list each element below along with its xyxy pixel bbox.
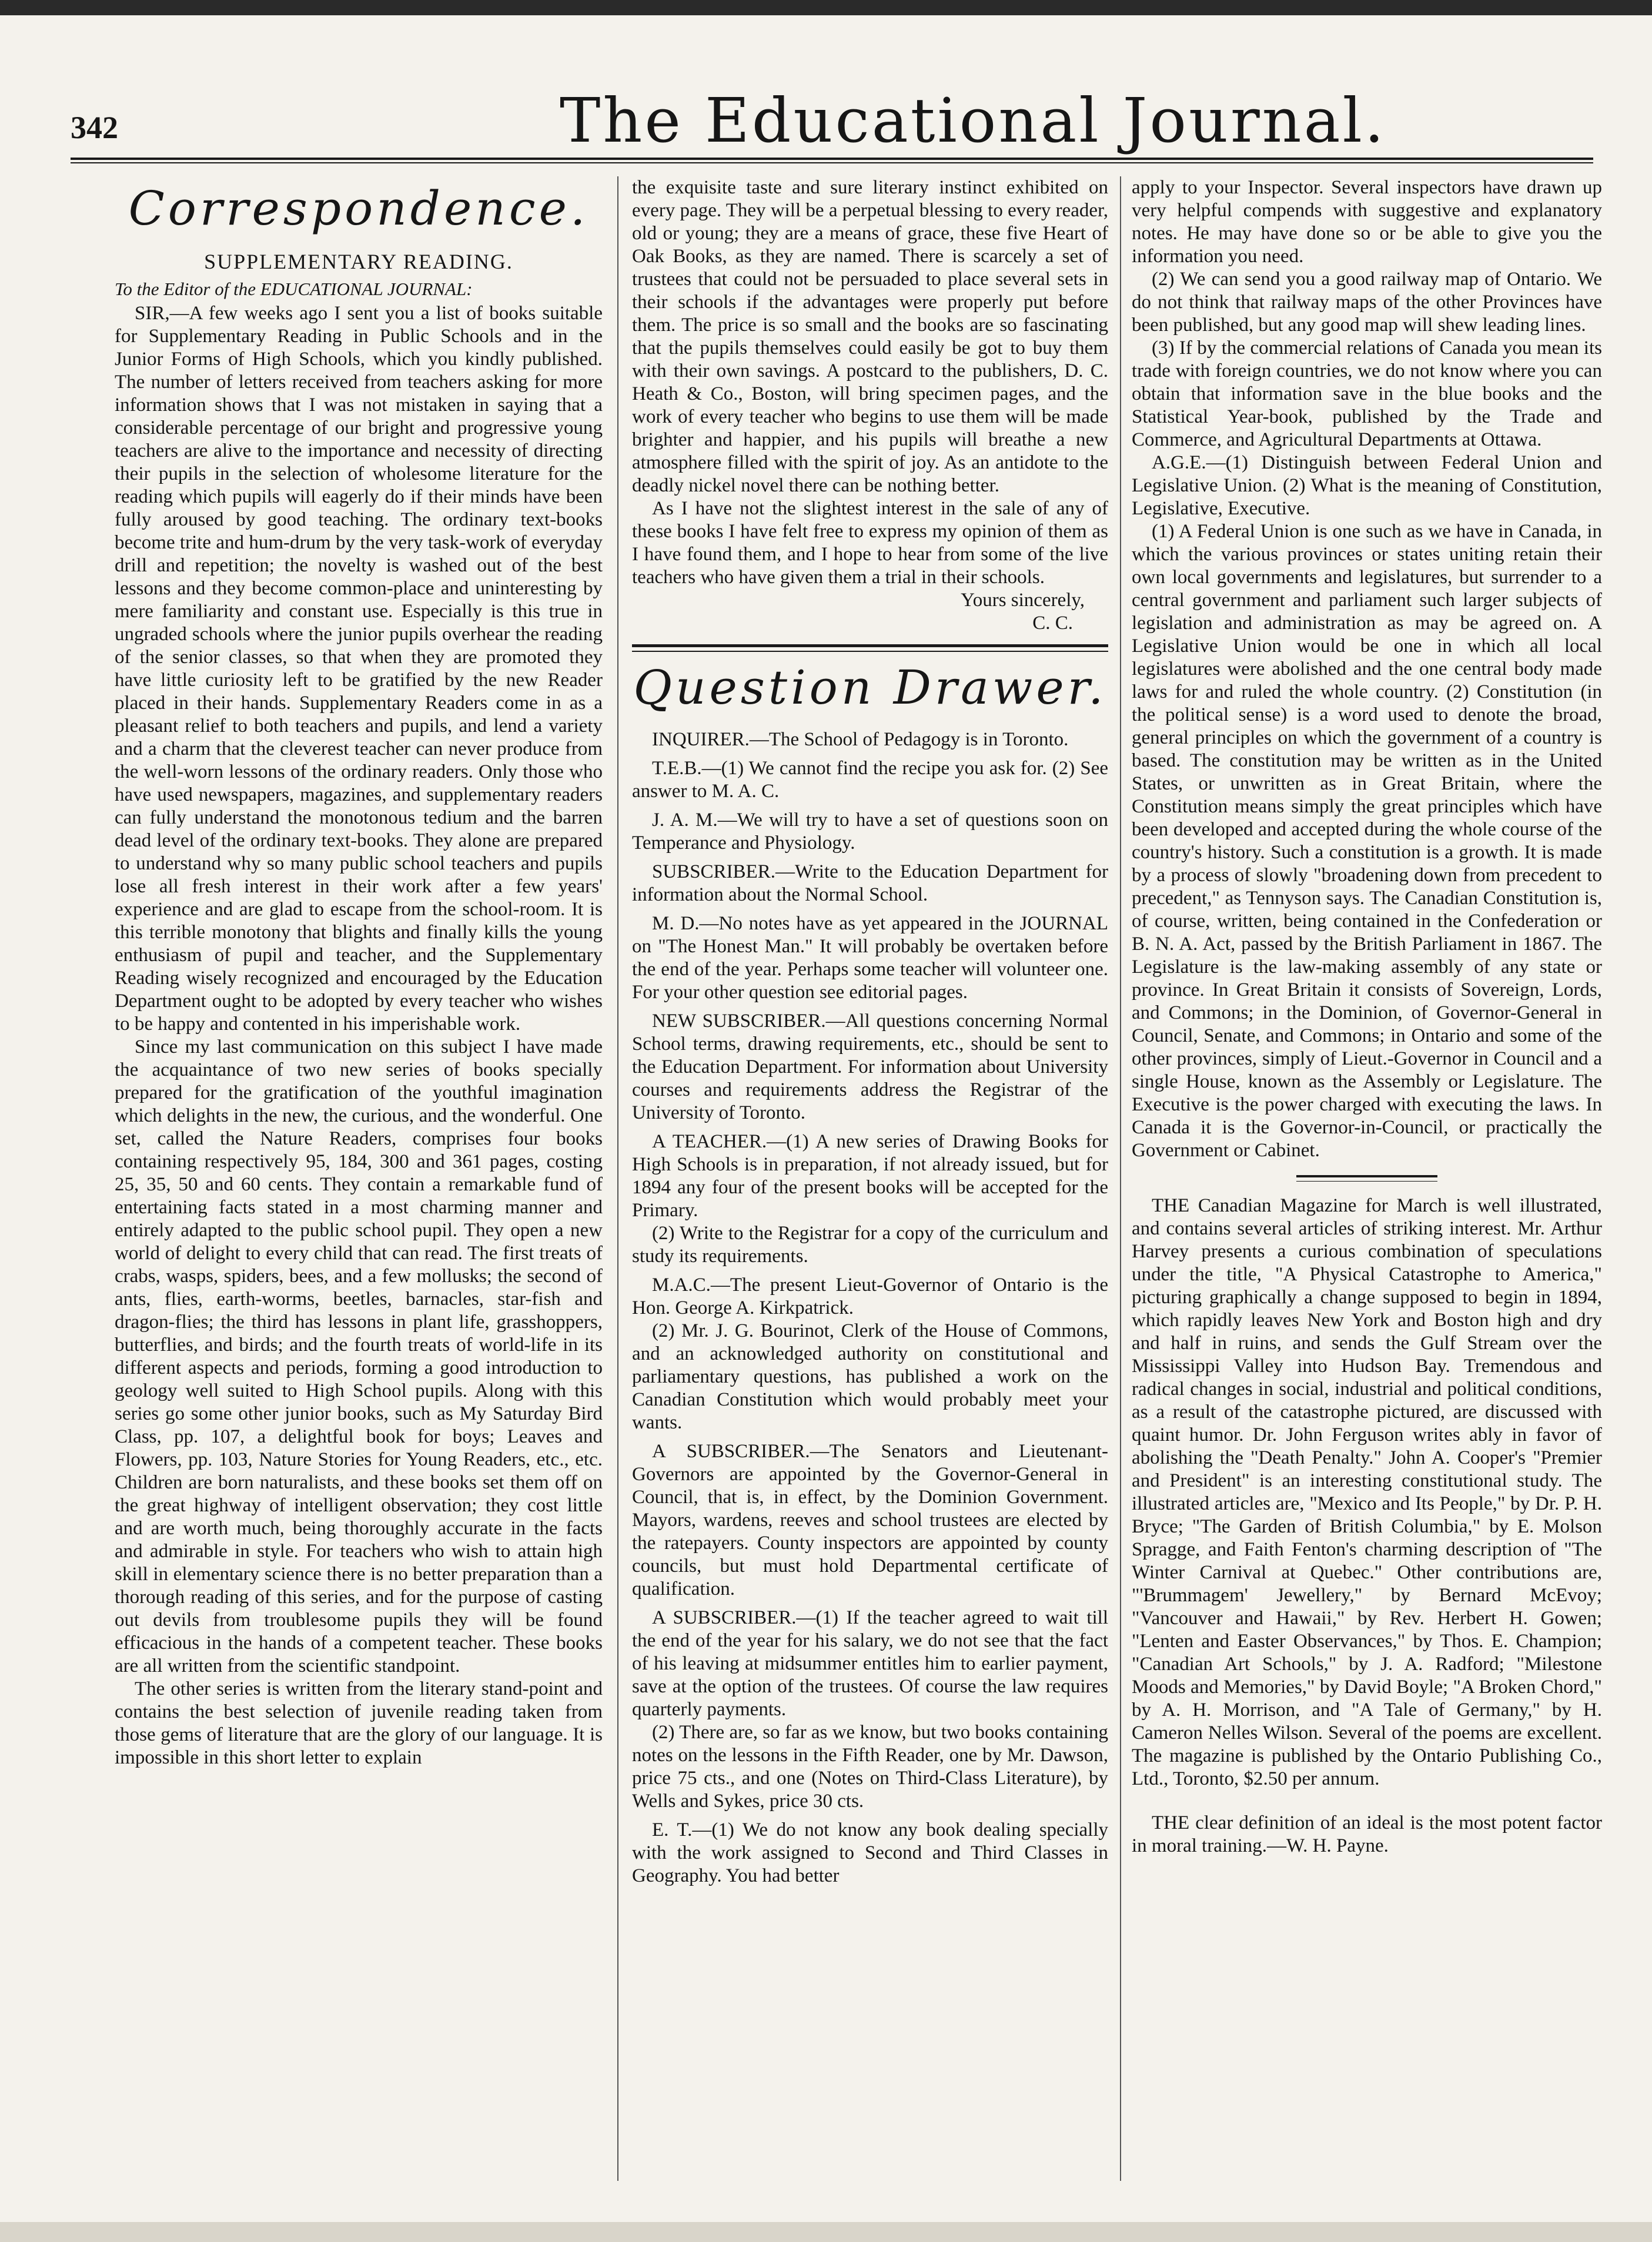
qa-entry: (3) If by the commercial relations of Canada you mean its trade with foreign countries, we do not know where you can obtain that information save in the blue books and the Statistical Year-book, published by the Trade and Commerce, and Agricultural Departments at Ottawa.	[1132, 337, 1602, 450]
qa-entry: T.E.B.—(1) We cannot find the recipe you ask for. (2) See answer to M. A. C.	[632, 758, 1108, 802]
letter-paragraph: As I have not the slightest interest in the sale of any of these books I have felt free to express my opinion of them as I have found them, and I hope to hear from some of the live teachers who have given them a trial in their schools.	[632, 498, 1108, 588]
qa-entry: (2) There are, so far as we know, but two books containing notes on the lessons in the Fifth Reader, one by Mr. Dawson, price 75 cts., and one (Notes on Third-Class Literature), by Wells and Sykes, price 30 cts.	[632, 1722, 1108, 1812]
section-rule	[632, 644, 1108, 652]
column-2	[632, 176, 1108, 1888]
scan-bottom-border	[0, 2222, 1652, 2242]
salutation-line: To the Editor of the EDUCATIONAL JOURNAL:	[115, 279, 473, 299]
qa-entry: M. D.—No notes have as yet appeared in the JOURNAL on "The Honest Man." It will probably be overtaken before the end of the year. Perhaps some teacher will volunteer one. For your other question see editorial pages.	[632, 913, 1108, 1003]
scan-top-border	[0, 0, 1652, 15]
column-divider	[617, 176, 618, 2181]
qa-entry: (2) Mr. J. G. Bourinot, Clerk of the House of Commons, and an acknowledged authority on constitutional and parliamentary questions, has published a work on the Canadian Constitution which would probably meet your wants.	[632, 1320, 1108, 1433]
letter-signature: C. C.	[1032, 613, 1073, 634]
page-header	[71, 85, 1593, 156]
closing-quote: THE clear definition of an ideal is the most potent factor in moral training.—W. H. Payne.	[1132, 1812, 1602, 1856]
masthead-title: The Educational Journal.	[560, 85, 1386, 156]
qa-entry: M.A.C.—The present Lieut-Governor of Ontario is the Hon. George A. Kirkpatrick.	[632, 1274, 1108, 1319]
qa-entry: (2) Write to the Registrar for a copy of the curriculum and study its requirements.	[632, 1223, 1108, 1267]
correspondence-heading: Correspondence.	[128, 181, 589, 236]
qa-entry: apply to your Inspector. Several inspectors have drawn up very helpful compends with suggestive and explanatory notes. He may have done so or be able to give you the information you need.	[1132, 177, 1602, 267]
section-rule	[1296, 1175, 1437, 1182]
qa-entry: A SUBSCRIBER.—The Senators and Lieutenant-Governors are appointed by the Governor-General in Council, that is, in effect, by the Dominion Government. Mayors, wardens, reeves and school trustees are elected by the ratepayers. County inspectors are appointed by county councils, but must hold Departmental certificate of qualification.	[632, 1441, 1108, 1599]
column-divider	[1120, 176, 1121, 2181]
qa-entry: A.G.E.—(1) Distinguish between Federal Union and Legislative Union. (2) What is the meaning of Constitution, Legislative, Executive.	[1132, 452, 1602, 519]
qa-entry: A SUBSCRIBER.—(1) If the teacher agreed to wait till the end of the year for his salary, we do not see that the fact of his leaving at midsummer entitles him to earlier payment, save at the option of the trustees. Of course the law requires quarterly payments.	[632, 1607, 1108, 1720]
question-drawer-heading: Question Drawer.	[633, 660, 1107, 715]
column-3	[1132, 176, 1602, 1858]
letter-closing: Yours sincerely,	[961, 590, 1085, 611]
header-rule	[71, 158, 1593, 163]
qa-entry: (2) We can send you a good railway map of Ontario. We do not think that railway maps of the other Provinces have been published, but any good map will shew leading lines.	[1132, 269, 1602, 336]
column-1	[115, 176, 603, 1769]
qa-entry: NEW SUBSCRIBER.—All questions concerning Normal School terms, drawing requirements, etc., should be sent to the Education Department. For information about University courses and requirements address the Registrar of the University of Toronto.	[632, 1010, 1108, 1123]
page-number: 342	[71, 110, 118, 145]
letter-paragraph: Since my last communication on this subject I have made the acquaintance of two new series of books specially prepared for the gratification of the youthful imagination which delights in the new, the curious, and the wonderful. One set, called the Nature Readers, comprises four books containing respectively 95, 184, 300 and 361 pages, costing 25, 35, 50 and 60 cents. They contain a remarkable fund of entertaining facts stated in a most charming manner and entirely adapted to the public school pupil. They open a new world of delight to every child that can read. The first treats of crabs, wasps, spiders, bees, and a few mollusks; the second of ants, flies, earth-worms, beetles, barnacles, star-fish and dragon-flies; the third has lessons in plant life, grasshoppers, butterflies, and birds; and the fourth treats of world-life in its different aspects and periods, forming a good introduction to geology well suited to High School pupils. Along with this series go some other junior books, such as My Saturday Bird Class, pp. 107, a delightful book for boys; Leaves and Flowers, pp. 103, Nature Stories for Young Readers, etc., etc. Children are born naturalists, and these books set them off on the great highway of intelligent observation; they cost little and are worth much, being thoroughly accurate in the facts and admirable in style. For teachers who wish to attain high skill in elementary science there is no better preparation than a thorough reading of this series, and for the purpose of casting out devils from troublesome pupils they will be found efficacious in the hands of a competent teacher. These books are all written from the scientific standpoint.	[115, 1036, 603, 1677]
qa-entry: SUBSCRIBER.—Write to the Education Department for information about the Normal School.	[632, 861, 1108, 905]
letter-paragraph: The other series is written from the literary stand-point and contains the best selection of juvenile reading taken from those gems of literature that are the glory of our language. It is impossible in this short letter to explain	[115, 1678, 603, 1768]
qa-entry: (1) A Federal Union is one such as we have in Canada, in which the various provinces or states uniting retain their own local governments and legislatures, but surrender to a central government and parliament such larger subjects of legislation and administration as may be agreed on. A Legislative Union would be one in which all local legislatures were abolished and the one central body made laws for and ruled the whole country. (2) Constitution (in the political sense) is a word used to denote the broad, general principles on which the government of a country is based. The constitution may be written as in the United States, or unwritten as in Great Britain, where the Constitution means simply the great principles which have been developed and accepted during the whole course of the country's history. Such a constitution is a growth. It is made by a process of slowly "broadening down from precedent to precedent," as Tennyson says. The Canadian Constitution is, of course, written, being contained in the Confederation or B. N. A. Act, passed by the British Parliament in 1867. The Legislature is the law-making assembly of any state or province. In Great Britain it consists of Sovereign, Lords, and Commons; in the Dominion, of Governor-General in Council, Senate, and Commons; in Ontario and some of the other provinces, simply of Lieut.-Governor in Council and a single House, known as the Assembly or Legislature. The Executive is the power charged with executing the laws. In Canada it is the Governor-in-Council, or practically the Government or Cabinet.	[1132, 521, 1602, 1161]
qa-entry: J. A. M.—We will try to have a set of questions soon on Temperance and Physiology.	[632, 809, 1108, 854]
qa-entry: INQUIRER.—The School of Pedagogy is in Toronto.	[652, 729, 1069, 750]
qa-entry: A TEACHER.—(1) A new series of Drawing Books for High Schools is in preparation, if not already issued, but for 1894 any four of the present books will be accepted for the Primary.	[632, 1131, 1108, 1221]
qa-entry: E. T.—(1) We do not know any book dealing specially with the work assigned to Second and Third Classes in Geography. You had better	[632, 1819, 1108, 1886]
letter-paragraph: the exquisite taste and sure literary instinct exhibited on every page. They will be a perpetual blessing to every reader, old or young; they are a means of grace, these five Heart of Oak Books, as they are named. There is scarcely a set of trustees that could not be persuaded to place several sets in their schools if the advantages were properly put before them. The price is so small and the books are so fascinating that the pupils themselves could easily be got to buy them with their own savings. A postcard to the publishers, D. C. Heath & Co., Boston, will bring specimen pages, and the work of every teacher who begins to use them will be made brighter and happier, and his pupils will breathe a new atmosphere filled with the spirit of joy. As an antidote to the deadly nickel novel there can be nothing better.	[632, 177, 1108, 496]
magazine-notice: THE Canadian Magazine for March is well illustrated, and contains several articles of striking interest. Mr. Arthur Harvey presents a curious combination of speculations under the title, "A Physical Catastrophe to America," picturing graphically a change supposed to begin in 1894, which rapidly leaves New York and Boston high and dry and half in ruins, and sends the Gulf Stream over the Mississippi Valley into Hudson Bay. Tremendous and radical changes in social, industrial and political conditions, as a result of the catastrophe pictured, are discussed with quaint humor. Dr. John Ferguson writes ably in favor of abolishing the "Death Penalty." John A. Cooper's "Premier and President" is an interesting constitutional study. The illustrated articles are, "Mexico and Its People," by Dr. P. H. Bryce; "The Garden of British Columbia," by E. Molson Spragge, and Faith Fenton's charming description of "The Winter Carnival at Quebec." Other contributions are, "'Brummagem' Jewellery," by Bernard McEvoy; "Vancouver and Hawaii," by Rev. Herbert H. Gowen; "Lenten and Easter Observances," by Thos. E. Champion; "Canadian Art Schools," by J. A. Radford; "Milestone Moods and Memories," by David Boyle; "A Broken Chord," by A. H. Morrison, and "A Tale of Germany," by H. Cameron Nelles Wilson. Several of the poems are excellent. The magazine is published by the Ontario Publishing Co., Ltd., Toronto, $2.50 per annum.	[1132, 1195, 1602, 1789]
letter-paragraph: SIR,—A few weeks ago I sent you a list of books suitable for Supplementary Reading in Public Schools and in the Junior Forms of High Schools, which you kindly published. The number of letters received from teachers asking for more information shows that I was not mistaken in saying that a considerable percentage of our bright and progressive young teachers are alive to the importance and necessity of directing their pupils in the selection of wholesome literature for the reading which pupils will eagerly do if their minds have been fully aroused by good teaching. The ordinary text-books become trite and hum-drum by the very task-work of everyday drill and repetition; the novelty is washed out of the best lessons and they become common-place and uninteresting by mere familiarity and constant use. Especially is this true in ungraded schools where the junior pupils overhear the reading of the senior classes, so that when they are promoted they have little curiosity left to be gratified by the new Reader placed in their hands. Supplementary Readers come in as a pleasant relief to both teachers and pupils, and lend a variety and a charm that the cleverest teacher can never produce from the well-worn lessons of the ordinary readers. Only those who have used newspapers, magazines, and supplementary readers can fully understand the monotonous tedium and the barren dead level of the ordinary text-books. They alone are prepared to understand why so many public school teachers and pupils lose all fresh interest in their work after a few years' experience and are glad to escape from the school-room. It is this terrible monotony that blights and finally kills the young enthusiasm of pupil and teacher, and the Supplementary Reading wisely recognized and encouraged by the Education Department ought to be adopted by every teacher who wishes to be happy and contented in his imperishable work.	[115, 303, 603, 1035]
article-title: SUPPLEMENTARY READING.	[204, 250, 513, 273]
